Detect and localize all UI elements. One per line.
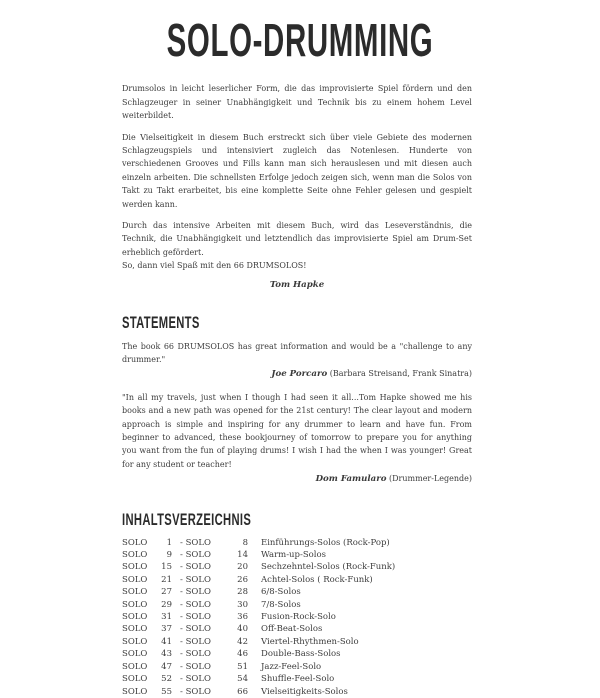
toc-separator-label: - SOLO [180, 612, 211, 623]
toc-entry-title: Off-Beat-Solos [261, 624, 323, 635]
toc-to-number: 46 [237, 649, 248, 660]
toc-solo-label: SOLO [122, 624, 148, 635]
statement-1-note: (Barbara Streisand, Frank Sinatra) [329, 369, 472, 379]
toc-separator-label: - SOLO [180, 649, 211, 660]
toc-row [122, 686, 472, 698]
toc-solo-label: SOLO [122, 661, 148, 672]
toc-row [122, 599, 472, 611]
toc-entry-title: Fusion-Rock-Solo [261, 612, 336, 623]
toc-entry-title: Sechzehntel-Solos (Rock-Funk) [261, 562, 396, 573]
toc-to-number: 8 [242, 537, 248, 548]
statement-1-attribution [122, 367, 472, 381]
toc-row [122, 549, 472, 561]
toc-from-number: 41 [161, 636, 172, 647]
intro-paragraph-3: Durch das intensive Arbeiten mit diesem Buch, wird das Leseverständnis, die Technik, die Unabhängigkeit und letztendlich das improvisierte Spiel am Drum-Set erheblich gefördert. [122, 220, 472, 257]
toc-to-number: 30 [237, 599, 248, 610]
toc-entry-title: Shuffle-Feel-Solo [261, 674, 335, 685]
toc-to-number: 51 [237, 661, 248, 672]
toc-to-number: 28 [237, 587, 248, 598]
toc-row [122, 623, 472, 635]
toc-solo-label: SOLO [122, 612, 148, 623]
toc-solo-label: SOLO [122, 649, 148, 660]
toc-row [122, 636, 472, 648]
toc-solo-label: SOLO [122, 587, 148, 598]
toc-solo-label: SOLO [122, 674, 148, 685]
toc-from-number: 15 [161, 562, 172, 573]
toc-separator-label: - SOLO [180, 661, 211, 672]
toc-separator-label: - SOLO [180, 550, 211, 561]
toc-entry-title: Achtel-Solos ( Rock-Funk) [261, 574, 373, 585]
toc-table [122, 537, 472, 698]
toc-row [122, 611, 472, 623]
statement-item [122, 391, 472, 487]
statement-1-text: The book 66 DRUMSOLOS has great information and would be a "challenge to any drummer." [122, 341, 472, 364]
intro-author-signature: Tom Hapke [269, 279, 325, 290]
intro-closing-line: So, dann viel Spaß mit den 66 DRUMSOLOS! [122, 261, 307, 271]
toc-solo-label: SOLO [122, 599, 148, 610]
page-title: SOLO-DRUMMING [166, 14, 434, 66]
toc-entry-title: 7/8-Solos [261, 599, 301, 610]
toc-to-number: 26 [237, 574, 248, 585]
toc-from-number: 27 [161, 587, 172, 598]
toc-heading: INHALTSVERZEICHNIS [122, 509, 252, 529]
toc-solo-label: SOLO [122, 550, 148, 561]
statement-2-note: (Drummer-Legende) [389, 474, 472, 484]
toc-solo-label: SOLO [122, 562, 148, 573]
toc-from-number: 55 [161, 686, 172, 697]
toc-entry-title: Vielseitigkeits-Solos [261, 686, 348, 697]
toc-row [122, 561, 472, 573]
toc-from-number: 9 [166, 550, 172, 561]
page-content [122, 82, 472, 698]
statement-1-author: Joe Porcaro [271, 369, 328, 380]
toc-separator-label: - SOLO [180, 537, 211, 548]
toc-solo-label: SOLO [122, 686, 148, 697]
toc-to-number: 20 [237, 562, 248, 573]
statement-item [122, 340, 472, 382]
toc-from-number: 52 [161, 674, 172, 685]
toc-separator-label: - SOLO [180, 686, 211, 697]
toc-separator-label: - SOLO [180, 562, 211, 573]
toc-to-number: 14 [237, 550, 248, 561]
statement-2-attribution [122, 472, 472, 486]
toc-from-number: 21 [161, 574, 172, 585]
toc-entry-title: Warm-up-Solos [261, 550, 326, 561]
toc-row [122, 648, 472, 660]
toc-row [122, 661, 472, 673]
toc-from-number: 29 [161, 599, 172, 610]
toc-to-number: 42 [237, 636, 248, 647]
toc-entry-title: Jazz-Feel-Solo [261, 661, 322, 672]
toc-separator-label: - SOLO [180, 574, 211, 585]
toc-solo-label: SOLO [122, 574, 148, 585]
toc-row [122, 586, 472, 598]
toc-solo-label: SOLO [122, 537, 148, 548]
toc-row [122, 574, 472, 586]
toc-from-number: 47 [161, 661, 172, 672]
toc-entry-title: Einführungs-Solos (Rock-Pop) [261, 537, 390, 548]
toc-from-number: 1 [166, 537, 172, 548]
toc-to-number: 36 [237, 612, 248, 623]
toc-entry-title: 6/8-Solos [261, 587, 301, 598]
toc-to-number: 66 [237, 686, 248, 697]
toc-solo-label: SOLO [122, 636, 148, 647]
toc-from-number: 37 [161, 624, 172, 635]
toc-entry-title: Viertel-Rhythmen-Solo [261, 636, 359, 647]
toc-separator-label: - SOLO [180, 587, 211, 598]
toc-from-number: 43 [161, 649, 172, 660]
toc-separator-label: - SOLO [180, 674, 211, 685]
toc-to-number: 40 [237, 624, 248, 635]
toc-to-number: 54 [237, 674, 248, 685]
toc-separator-label: - SOLO [180, 624, 211, 635]
statements-heading: STATEMENTS [122, 312, 200, 332]
toc-separator-label: - SOLO [180, 599, 211, 610]
statement-2-author: Dom Famularo [315, 474, 387, 485]
toc-entry-title: Double-Bass-Solos [261, 649, 341, 660]
toc-from-number: 31 [161, 612, 172, 623]
toc-row [122, 537, 472, 549]
statement-2-text: "In all my travels, just when I though I had seen it all...Tom Hapke showed me his books and a new path was opened for the 21st century! The clear layout and modern approach is simple and inspiring for any drummer to learn and have fun. From beginner to advanced, these bookjourney of tomorrow to prepare you for anything you want from the fun of playing drums! I wish I had the when I was younger! Great for any student or teacher! [122, 392, 472, 469]
toc-row [122, 673, 472, 685]
toc-separator-label: - SOLO [180, 636, 211, 647]
intro-paragraph-1: Drumsolos in leicht leserlicher Form, die das improvisierte Spiel fördern und den Schlagzeuger in seiner Unabhängigkeit und Technik bis zu einem hohem Level weiterbildet. [122, 84, 472, 121]
intro-paragraph-2: Die Vielseitigkeit in diesem Buch erstreckt sich über viele Gebiete des modernen Schlagzeugspiels und intensiviert zugleich das Notenlesen. Hunderte von verschiedenen Grooves und Fills kann man sich herauslesen und mit diesen auch einzeln arbeiten. Die schnellsten Erfolge jedoch zeigen sich, wenn man die Solos von Takt zu Takt erarbeitet, bis eine komplette Seite ohne Fehler gelesen und gespielt werden kann. [122, 132, 472, 209]
